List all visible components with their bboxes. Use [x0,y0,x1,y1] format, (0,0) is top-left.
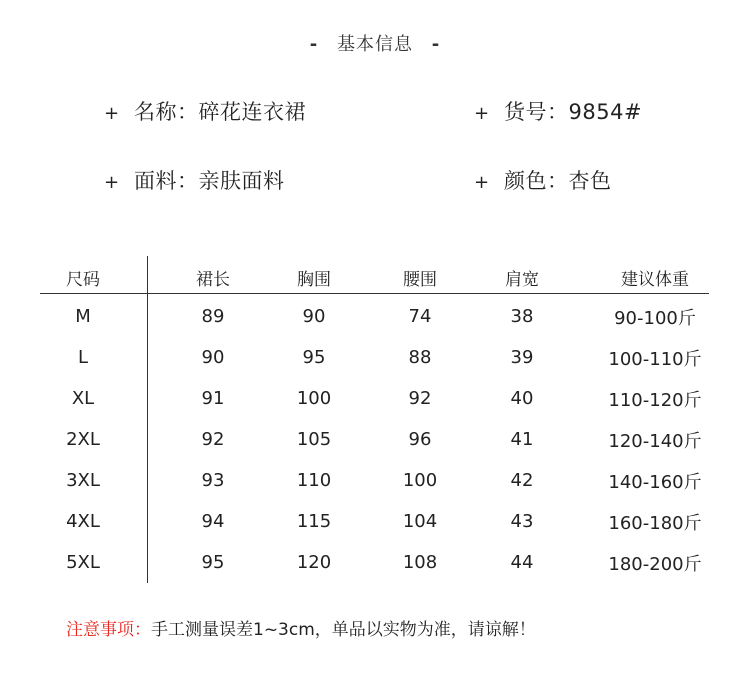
table-row [40,501,709,542]
cell-size: M [75,306,91,327]
cell-length: 92 [201,429,225,450]
cell-bust: 110 [296,470,332,491]
title-dash-right: - [431,34,441,55]
info-fabric [104,165,285,195]
note-text: 手工测量误差1~3cm，单品以实物为准，请谅解！ [151,620,536,640]
cell-weight: 180-200斤 [608,553,702,575]
cell-size: 3XL [66,470,100,491]
cell-shoulder: 43 [510,511,534,532]
cell-bust: 90 [302,306,326,327]
cell-length: 90 [201,347,225,368]
cell-shoulder: 38 [510,306,534,327]
cell-shoulder: 39 [510,347,534,368]
cell-waist: 96 [408,429,432,450]
cell-length: 91 [201,388,225,409]
table-row [40,419,709,460]
info-sku-value: 9854# [568,100,643,124]
cell-weight: 140-160斤 [608,471,702,493]
info-name-value: 碎花连衣裙 [198,100,306,124]
size-table [40,256,709,583]
cell-bust: 120 [296,552,332,573]
cell-shoulder: 41 [510,429,534,450]
table-header-row [40,256,709,294]
plus-icon: + [474,103,490,124]
header-size: 尺码 [66,269,100,290]
cell-bust: 95 [302,347,326,368]
info-name-label: 名称： [134,100,199,124]
info-name [104,96,306,126]
title-text: 基本信息 [337,34,413,55]
cell-weight: 100-110斤 [608,348,702,370]
cell-size: L [77,347,89,368]
cell-size: 5XL [66,552,100,573]
header-shoulder: 肩宽 [505,269,539,290]
info-color-value: 杏色 [568,169,612,193]
cell-length: 95 [201,552,225,573]
cell-weight: 160-180斤 [608,512,702,534]
note-label: 注意事项： [66,620,151,640]
cell-waist: 92 [408,388,432,409]
info-color-label: 颜色： [504,169,569,193]
cell-waist: 108 [402,552,438,573]
cell-bust: 115 [296,511,332,532]
cell-size: XL [71,388,95,409]
info-sku-label: 货号： [504,100,569,124]
cell-shoulder: 42 [510,470,534,491]
table-row [40,296,709,337]
cell-shoulder: 44 [510,552,534,573]
table-row [40,378,709,419]
cell-bust: 105 [296,429,332,450]
cell-shoulder: 40 [510,388,534,409]
info-fabric-label: 面料： [134,169,199,193]
plus-icon: + [104,103,120,124]
cell-length: 93 [201,470,225,491]
table-row [40,337,709,378]
cell-waist: 100 [402,470,438,491]
cell-weight: 90-100斤 [614,307,696,329]
cell-bust: 100 [296,388,332,409]
measurement-note [66,615,536,640]
header-waist: 腰围 [403,269,437,290]
info-color [474,165,612,195]
plus-icon: + [474,172,490,193]
cell-waist: 74 [408,306,432,327]
info-sku [474,96,642,126]
cell-size: 2XL [66,429,100,450]
section-title [0,30,750,56]
cell-weight: 110-120斤 [608,389,702,411]
table-row [40,460,709,501]
cell-weight: 120-140斤 [608,430,702,452]
cell-length: 94 [201,511,225,532]
header-bust: 胸围 [297,269,331,290]
cell-length: 89 [201,306,225,327]
cell-size: 4XL [66,511,100,532]
info-fabric-value: 亲肤面料 [198,169,285,193]
header-length: 裙长 [196,269,230,290]
cell-waist: 88 [408,347,432,368]
table-row [40,542,709,583]
title-dash-left: - [309,34,319,55]
header-weight: 建议体重 [621,269,689,290]
cell-waist: 104 [402,511,438,532]
plus-icon: + [104,172,120,193]
